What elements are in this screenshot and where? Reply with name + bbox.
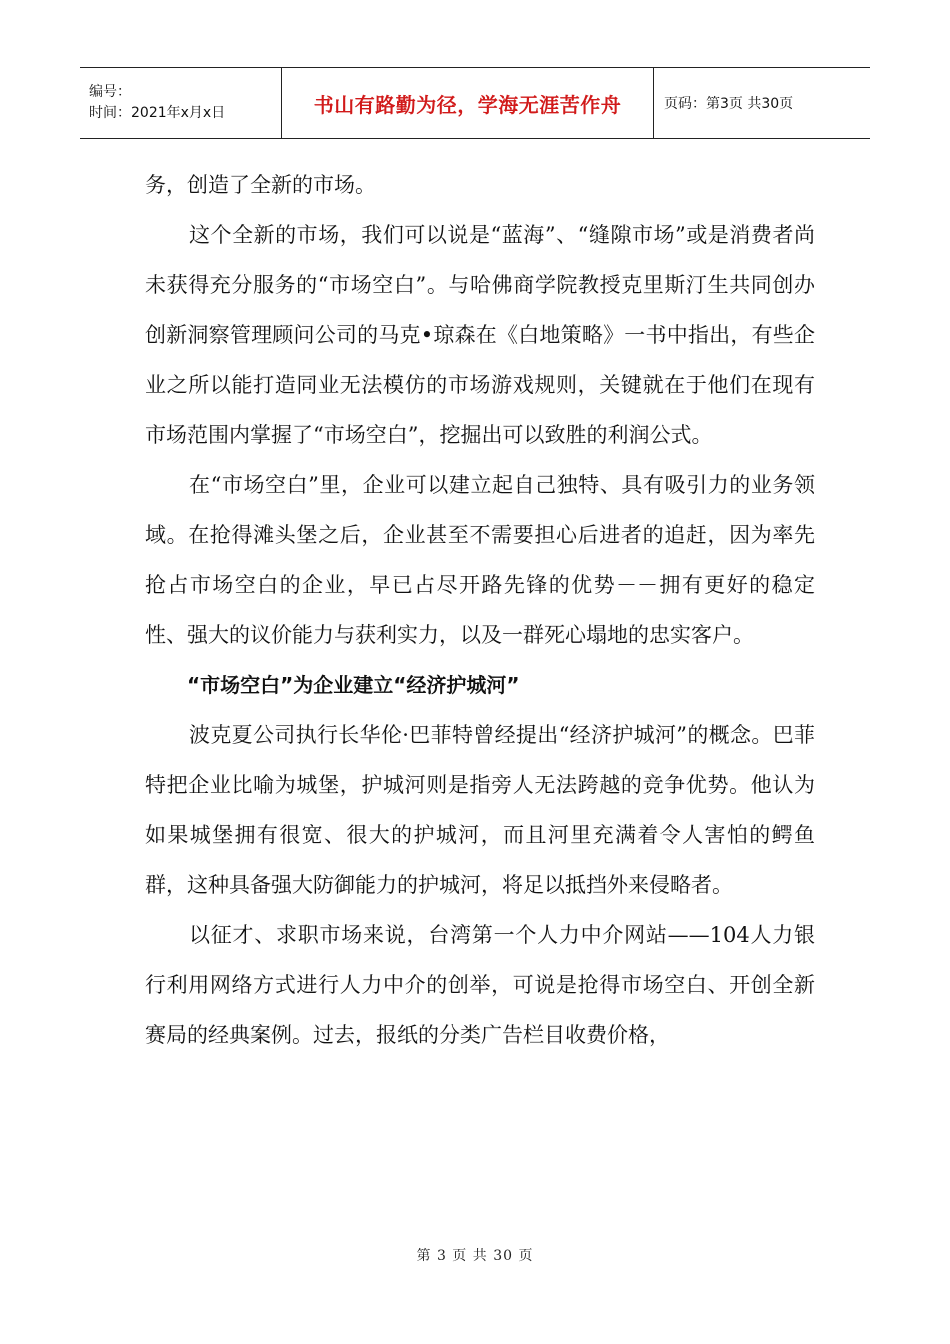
number-label: 编号：	[89, 84, 131, 100]
paragraph-blue-ocean: 这个全新的市场，我们可以说是“蓝海”、“缝隙市场”或是消费者尚未获得充分服务的“市场空白”。与哈佛商学院教授克里斯汀生共同创办创新洞察管理顾问公司的马克•琼森在《白地策略》一书中指出，有些企业之所以能打造同业无法模仿的市场游戏规则，关键就在于他们在现有市场范围内掌握了“市场空白”，挖掘出可以致胜的利润公式。	[145, 223, 815, 447]
paragraph-continued: 务，创造了全新的市场。	[145, 173, 376, 197]
header-motto: 书山有路勤为径，学海无涯苦作舟	[282, 68, 654, 138]
section-heading: “市场空白”为企业建立“经济护城河”	[187, 673, 520, 697]
header-meta	[80, 68, 282, 138]
paragraph-market-gap: 在“市场空白”里，企业可以建立起自己独特、具有吸引力的业务领域。在抢得滩头堡之后，企业甚至不需要担心后进者的追赶，因为率先抢占市场空白的企业，早已占尽开路先锋的优势－－拥有更好的稳定性、强大的议价能力与获利实力，以及一群死心塌地的忠实客户。	[145, 473, 815, 647]
page-footer: 第 3 页 共 30 页	[416, 1248, 534, 1264]
time-label: 时间：2021年x月x日	[89, 105, 226, 121]
document-body	[145, 160, 815, 1060]
header-page-info: 页码：第3页 共30页	[664, 96, 794, 112]
paragraph-104-bank: 以征才、求职市场来说，台湾第一个人力中介网站——104人力银行利用网络方式进行人力中介的创举，可说是抢得市场空白、开创全新赛局的经典案例。过去，报纸的分类广告栏目收费价格，	[145, 923, 815, 1047]
paragraph-moat: 波克夏公司执行长华伦·巴菲特曾经提出“经济护城河”的概念。巴菲特把企业比喻为城堡，护城河则是指旁人无法跨越的竞争优势。他认为如果城堡拥有很宽、很大的护城河，而且河里充满着令人害怕的鳄鱼群，这种具备强大防御能力的护城河，将足以抵挡外来侵略者。	[145, 723, 815, 897]
document-header	[80, 67, 870, 139]
